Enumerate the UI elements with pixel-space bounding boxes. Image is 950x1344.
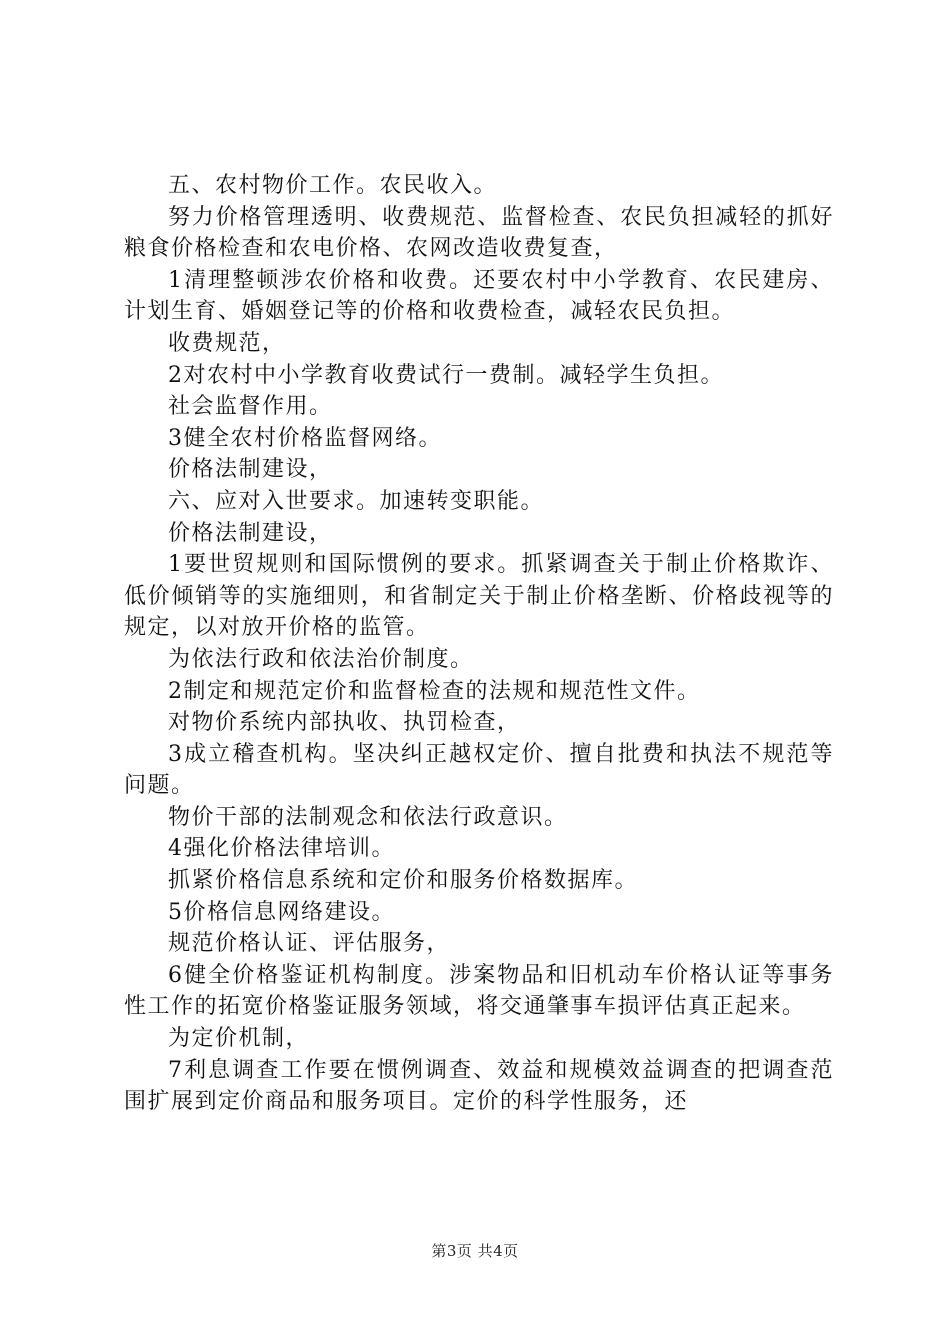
paragraph: 五、农村物价工作。农民收入。 <box>168 173 498 198</box>
page-footer <box>0 1240 950 1261</box>
paragraph: 2制定和规范定价和监督检查的法规和规范性文件。 <box>168 678 701 704</box>
paragraph: 5价格信息网络建设。 <box>168 899 395 925</box>
paragraph: 规范价格认证、评估服务， <box>168 931 451 957</box>
paragraph: 努力价格管理透明、收费规范、监督检查、农民负担减轻的抓好粮食价格检查和农电价格、农网改造收费复查， <box>124 204 834 262</box>
paragraph: 价格法制建设， <box>168 520 333 546</box>
paragraph: 3成立稽查机构。坚决纠正越权定价、擅自批费和执法不规范等问题。 <box>124 741 834 799</box>
paragraph: 对物价系统内部执收、执罚检查， <box>168 710 521 736</box>
paragraph: 为定价机制， <box>168 1026 310 1052</box>
paragraph: 社会监督作用。 <box>168 394 333 420</box>
document-body <box>124 170 834 1118</box>
paragraph: 价格法制建设， <box>168 457 333 483</box>
paragraph: 收费规范， <box>168 330 286 356</box>
paragraph: 物价干部的法制观念和依法行政意识。 <box>168 804 568 830</box>
paragraph: 2对农村中小学教育收费试行一费制。减轻学生负担。 <box>168 362 724 388</box>
paragraph: 7利息调查工作要在惯例调查、效益和规模效益调查的把调查范围扩展到定价商品和服务项目。定价的科学性服务，还 <box>124 1057 834 1115</box>
paragraph: 六、应对入世要求。加速转变职能。 <box>168 488 545 514</box>
paragraph: 4强化价格法律培训。 <box>168 836 395 862</box>
paragraph: 6健全价格鉴证机构制度。涉案物品和旧机动车价格认证等事务性工作的拓宽价格鉴证服务领域，将交通肇事车损评估真正起来。 <box>124 962 834 1020</box>
page-number-label: 第3页 共4页 <box>431 1242 519 1260</box>
paragraph: 1清理整顿涉农价格和收费。还要农村中小学教育、农民建房、计划生育、婚姻登记等的价格和收费检查，减轻农民负担。 <box>124 267 834 325</box>
paragraph: 1要世贸规则和国际惯例的要求。抓紧调查关于制止价格欺诈、低价倾销等的实施细则，和省制定关于制止价格垄断、价格歧视等的规定，以对放开价格的监管。 <box>124 552 834 641</box>
paragraph: 抓紧价格信息系统和定价和服务价格数据库。 <box>168 868 639 894</box>
paragraph: 3健全农村价格监督网络。 <box>168 425 442 451</box>
paragraph: 为依法行政和依法治价制度。 <box>168 646 474 672</box>
